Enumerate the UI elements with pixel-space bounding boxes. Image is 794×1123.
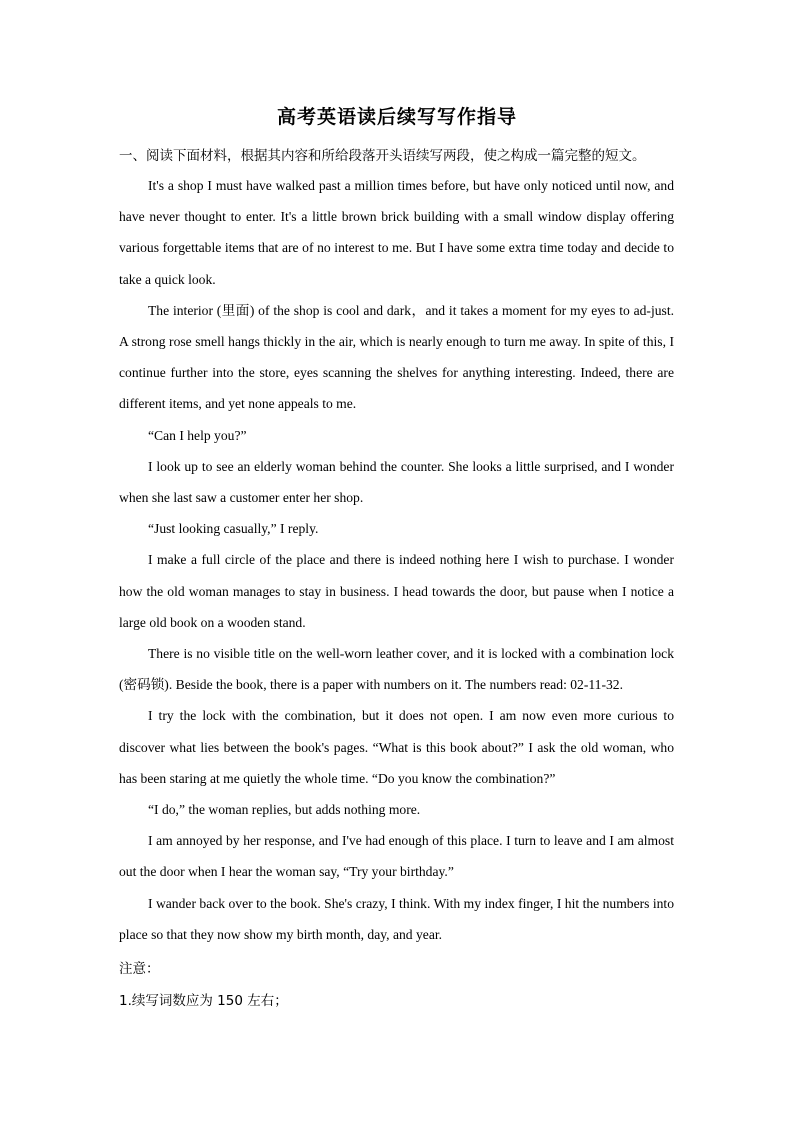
passage-paragraph: It's a shop I must have walked past a million times before, but have only noticed until now, and have never thought to enter. It's a little brown brick building with a small window display offering various forgettable items that are of no interest to me. But I have some extra time today and decide to take a quick look. (119, 178, 674, 287)
passage-paragraph: I make a full circle of the place and there is indeed nothing here I wish to purchase. I wonder how the old woman manages to stay in business. I head towards the door, but pause when I notice a large old book on a wooden stand. (119, 552, 674, 630)
reading-passage (119, 170, 674, 950)
passage-paragraph: I look up to see an elderly woman behind the counter. She looks a little surprised, and I wonder when she last saw a customer enter her shop. (119, 458, 674, 506)
passage-paragraph: “Just looking casually,” I reply. (148, 521, 319, 537)
passage-paragraph: “I do,” the woman replies, but adds nothing more. (148, 802, 421, 818)
passage-paragraph: I am annoyed by her response, and I've had enough of this place. I turn to leave and I am almost out the door when I hear the woman say, “Try your birthday.” (119, 833, 674, 880)
document-title: 高考英语读后续写写作指导 (276, 106, 517, 128)
task-instruction: 一、阅读下面材料，根据其内容和所给段落开头语续写两段，使之构成一篇完整的短文。 (119, 148, 646, 164)
passage-paragraph: I wander back over to the book. She's crazy, I think. With my index finger, I hit the numbers into place so that they now show my birth month, day, and year. (119, 895, 674, 942)
passage-paragraph: I try the lock with the combination, but it does not open. I am now even more curious to discover what lies between the book's pages. “What is this book about?” I ask the old woman, who has been staring at me quietly the whole time. “Do you know the combination?” (119, 708, 674, 786)
notes-label: 注意： (119, 961, 160, 977)
passage-paragraph: “Can I help you?” (148, 427, 247, 443)
passage-paragraph: There is no visible title on the well-worn leather cover, and it is locked with a combination lock (密码锁). Beside the book, there is a paper with numbers on it. The numbers read: 02-11-32. (119, 646, 674, 693)
passage-paragraph: The interior (里面) of the shop is cool and dark，and it takes a moment for my eyes to ad-just. A strong rose smell hangs thickly in the air, which is nearly enough to turn me away. In spite of this, I continue further into the store, eyes scanning the shelves for anything interesting. Indeed, there are different items, and yet none appeals to me. (119, 302, 674, 412)
note-item: 1.续写词数应为 150 左右； (119, 993, 288, 1009)
